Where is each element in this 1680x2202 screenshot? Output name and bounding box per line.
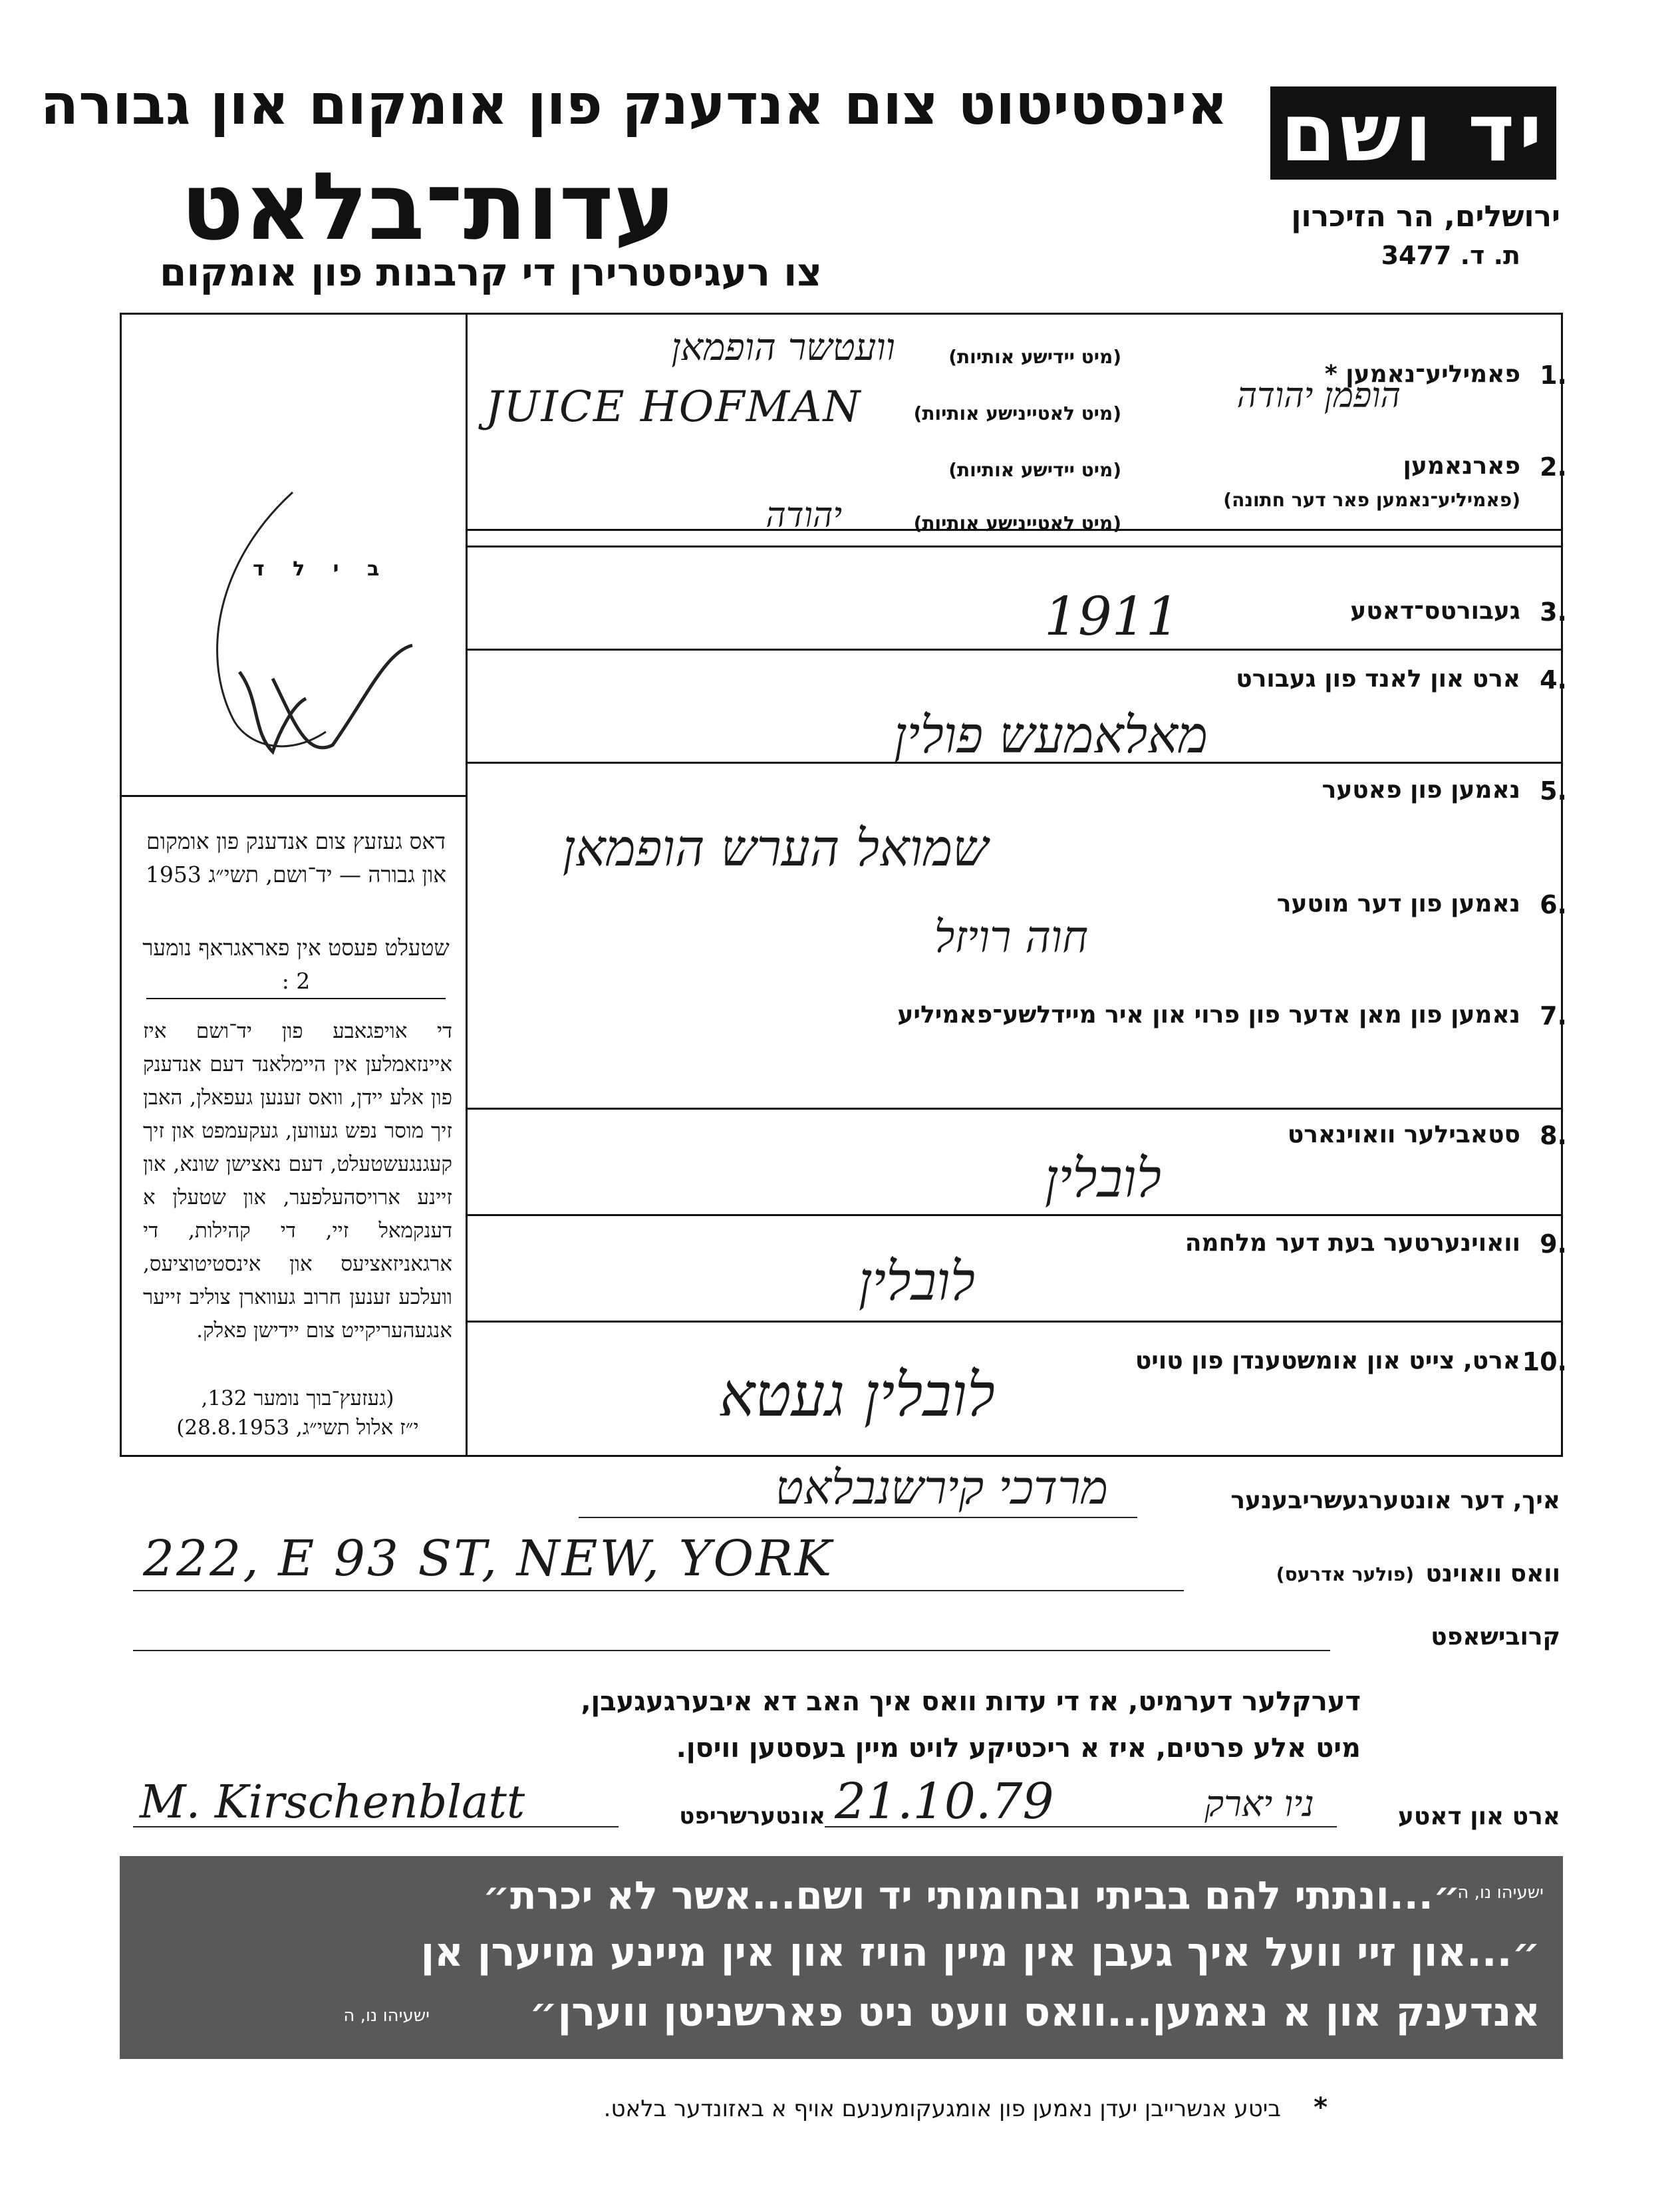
- father-name-value[interactable]: שמואל הערש הופמאן: [562, 818, 988, 877]
- field-number: 6.: [1540, 890, 1567, 919]
- relation-line: [133, 1650, 1330, 1651]
- field-number: 2.: [1540, 452, 1567, 482]
- signer-line: [579, 1517, 1137, 1518]
- field-label-birth-date: געבורטס־דאטע: [1350, 597, 1520, 625]
- declaration-line-2: מיט אלע פרטים, איז א ריכטיקע לויט מיין בעסטען וויסן.: [676, 1733, 1361, 1764]
- banner-ref-2: ישעיהו נו, ה: [343, 2006, 430, 2026]
- mother-name-value[interactable]: חוה רויזל: [934, 911, 1088, 963]
- yad-vashem-logo: יד ושם: [1270, 86, 1556, 180]
- first-name-value[interactable]: יהודה: [766, 496, 842, 536]
- field-number: 4.: [1540, 665, 1567, 695]
- footnote-text: ביטע אנשרייבן יעדן נאמען פון אומגעקומענעם אויף א באזונדער בלאט.: [603, 2096, 1281, 2122]
- sub-latin-letters: (מיט לאטיינישע אותיות): [913, 402, 1121, 424]
- signature-label: אונטערשריפט: [679, 1803, 825, 1829]
- field-label-spouse-name: נאמען פון מאן אדער פון פרוי און איר מיידלשע־פאמיליע: [897, 1001, 1520, 1028]
- field-label-first-name: פארנאמען: [1403, 452, 1520, 480]
- field-number: 10.: [1522, 1347, 1567, 1376]
- address-sub-label: (פולער אדרעס): [1276, 1563, 1414, 1585]
- signer-label: איך, דער אונטערגעשריבענער: [1230, 1487, 1560, 1514]
- relation-label: קרובישאפט: [1431, 1623, 1560, 1651]
- place-date-label: ארט און דאטע: [1397, 1803, 1560, 1830]
- sub-latin-letters: (מיט לאטיינישע אותיות): [913, 512, 1121, 534]
- sub-yiddish-letters: (מיט יידישע אותיות): [948, 459, 1121, 481]
- field-number: 9.: [1540, 1229, 1567, 1259]
- sub-maiden-name-note: (פאמיליע־נאמען פאר דער חתונה): [1223, 489, 1520, 511]
- banner-ref-1: ישעיהו נו, ה: [1457, 1883, 1544, 1903]
- footnote-mark: *: [1314, 2092, 1328, 2123]
- field-number: 1.: [1540, 361, 1567, 390]
- address-line: [133, 1590, 1184, 1591]
- picture-label: ב י ל ד: [253, 557, 390, 581]
- family-name-latin-value[interactable]: JUICE HOFMAN: [486, 383, 862, 432]
- death-details-value[interactable]: לובלין געטא: [719, 1360, 995, 1430]
- permanent-residence-value[interactable]: לובלין: [1044, 1148, 1161, 1209]
- institute-name: אינסטיטוט צום אנדענק פון אומקום און גבורה: [40, 72, 1228, 137]
- field-number: 7.: [1540, 1001, 1567, 1030]
- row-divider: [466, 649, 1563, 651]
- field-label-mother-name: נאמען פון דער מוטער: [1276, 890, 1520, 917]
- banner-quote-hebrew: ״...ונתתי להם בביתי ובחומותי יד ושם...אשר לא יכרת״: [482, 1873, 1461, 1918]
- row-divider: [466, 546, 1563, 548]
- photo-placeholder-sketch: [193, 479, 419, 772]
- declaration-line-1: דערקלער דערמיט, אז די עדות וואס איך האב דא איבערגעגעבן,: [581, 1686, 1361, 1717]
- field-label-father-name: נאמען פון פאטער: [1322, 776, 1520, 804]
- row-divider: [466, 1214, 1563, 1216]
- field-label-death-details: ארט, צייט און אומשטענדן פון טויט: [1135, 1347, 1520, 1374]
- row-divider: [466, 1321, 1563, 1323]
- wartime-residence-value[interactable]: לובלין: [858, 1251, 975, 1313]
- field-number: 8.: [1540, 1121, 1567, 1150]
- place-value[interactable]: ניו יארק: [1204, 1783, 1314, 1825]
- field-label-birth-place: ארט און לאנד פון געבורט: [1236, 665, 1520, 693]
- birth-date-value[interactable]: 1911: [1044, 585, 1180, 647]
- divider: [146, 998, 446, 999]
- law-citation-2: י״ז אלול תשי״ג, 28.8.1953): [176, 1416, 419, 1440]
- signer-name-value[interactable]: מרדכי קירשנבלאט: [775, 1460, 1108, 1515]
- law-intro: דאס געזעץ צום אנדענק פון אומקום און גבורה — יד־ושם, תשי״ג 1953: [145, 828, 447, 887]
- birth-place-value[interactable]: מאלאמעש פולין: [894, 705, 1208, 764]
- law-citation-1: (געזעץ־בוך נומער 132,: [201, 1386, 394, 1410]
- family-name-extra-value[interactable]: הופמן יהודה: [1236, 376, 1401, 416]
- field-label-permanent-residence: סטאבילער וואוינארט: [1287, 1121, 1520, 1148]
- field-number: 3.: [1540, 597, 1567, 627]
- banner-quote-yiddish-1: ״...און זיי וועל איך געבן אין מיין הויז און אין מיינע מויערן אן: [420, 1929, 1540, 1976]
- field-label-wartime-residence: וואוינערטער בעת דער מלחמה: [1185, 1229, 1520, 1257]
- law-paragraph-ref: שטעלט פעסט אין פאראגראף נומער 2 :: [142, 935, 450, 994]
- field-label-family-name: פאמיליע־נאמען *: [1324, 361, 1520, 388]
- address-label: וואס וואוינט: [1425, 1560, 1560, 1587]
- address-line-2: ת. ד. 3477: [1381, 241, 1520, 270]
- sub-yiddish-letters: (מיט יידישע אותיות): [948, 346, 1121, 368]
- banner-quote-yiddish-2: אנדענק און א נאמען...וואס וועט ניט פארשניטן ווערן״: [529, 1989, 1540, 2036]
- document-subtitle: צו רעגיסטרירן די קרבנות פון אומקום: [160, 249, 822, 295]
- document-title: עדות־בלאט: [180, 153, 676, 261]
- row-divider: [466, 1108, 1563, 1110]
- address-line-1: ירושלים, הר הזיכרון: [1291, 200, 1560, 234]
- signature-value[interactable]: M. Kirschenblatt: [140, 1776, 525, 1829]
- field-number: 5.: [1540, 776, 1567, 806]
- law-body: די אויפגאבע פון יד־ושם איז איינזאמלען אין היימלאנד דעם אנדענק פון אלע יידן, וואס זענען געפאלן, האבן זיך מוסר נפש געווען, געקעמפט און זיך קעגנגעשטעלט, דעם נאצישן שונא, און זיינע ארויסהעלפער, און שטעלן א דענקמאל זיי, די קהילות, די ארגאניזאציעס און אינסטיטוציעס, וועלכע זענען חרוב געווארן צוליב זייער אנגעהעריקייט צום יידישן פאלק.: [143, 1019, 452, 1342]
- family-name-yiddish-value[interactable]: וועטשר הופמאן: [671, 326, 895, 369]
- address-value[interactable]: 222, E 93 ST, NEW, YORK: [143, 1530, 834, 1587]
- date-value[interactable]: 21.10.79: [835, 1773, 1054, 1830]
